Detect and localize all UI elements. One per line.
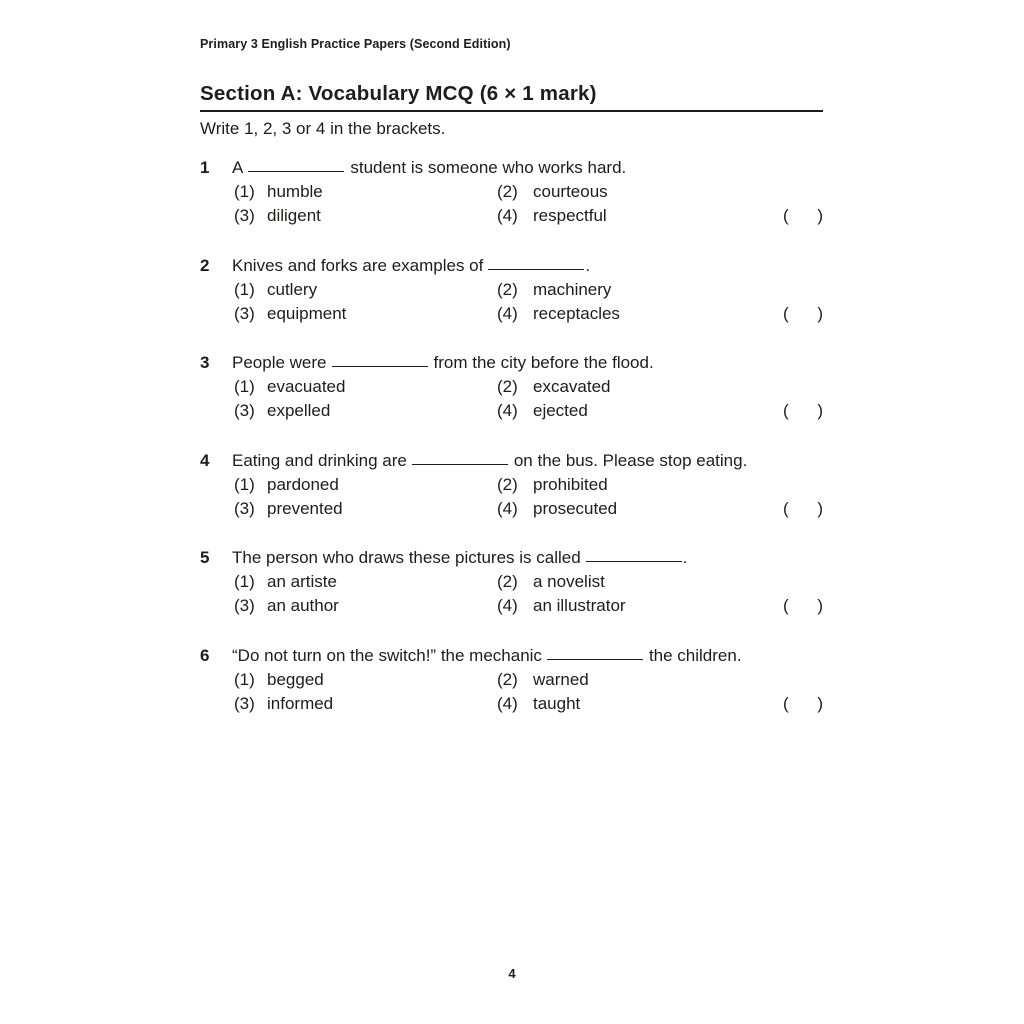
question-text — [232, 351, 823, 375]
option-number: (2) — [497, 572, 518, 591]
question-text — [232, 156, 823, 180]
bracket-open: ( — [783, 596, 789, 615]
question-text-after-blank: from the city before the flood. — [433, 353, 654, 372]
page-number: 4 — [508, 966, 516, 981]
answer-bracket[interactable] — [783, 594, 823, 618]
option-label: an illustrator — [533, 596, 626, 615]
answer-bracket[interactable] — [783, 302, 823, 326]
answer-blank[interactable] — [412, 463, 508, 465]
option-number: (4) — [497, 303, 518, 323]
question-text-after-blank: . — [682, 548, 688, 567]
option-label: expelled — [267, 401, 331, 420]
question-text-after-blank: . — [585, 255, 591, 275]
option-label: machinery — [533, 279, 612, 299]
option-label: excavated — [533, 377, 611, 396]
option-label: taught — [533, 693, 581, 713]
answer-blank[interactable] — [586, 560, 682, 562]
option-number: (3) — [234, 596, 255, 615]
answer-bracket[interactable] — [783, 497, 823, 521]
option-label: an author — [267, 596, 339, 615]
option-number: (2) — [497, 182, 518, 201]
question-body — [232, 644, 823, 716]
question-text-after-blank: on the bus. Please stop eating. — [513, 450, 748, 470]
answer-blank[interactable] — [332, 365, 428, 367]
bracket-close: ) — [817, 401, 823, 420]
bracket-close: ) — [817, 498, 823, 518]
option-label: prosecuted — [533, 498, 618, 518]
option-number: (4) — [497, 693, 518, 713]
question-number: 4 — [200, 450, 210, 470]
option-number: (2) — [497, 377, 518, 396]
option-label: courteous — [533, 182, 608, 201]
option-row — [232, 375, 823, 399]
option-number: (1) — [234, 572, 255, 591]
question-body — [232, 254, 823, 326]
answer-blank[interactable] — [248, 170, 344, 172]
bracket-close: ) — [817, 596, 823, 615]
question-text-before-blank: People were — [232, 353, 327, 372]
bracket-close: ) — [817, 693, 823, 713]
question — [200, 546, 823, 618]
question — [200, 644, 823, 716]
option-number: (2) — [497, 474, 518, 494]
option-row — [232, 302, 823, 326]
bracket-open: ( — [783, 206, 789, 225]
bracket-open: ( — [783, 303, 789, 323]
question — [200, 449, 823, 521]
option-row — [232, 594, 823, 618]
option-label: evacuated — [267, 377, 346, 396]
question-text — [232, 449, 823, 473]
question-text-after-blank: the children. — [648, 645, 742, 665]
option-number: (2) — [497, 669, 518, 689]
option-label: warned — [533, 669, 589, 689]
question-list — [200, 156, 823, 741]
question-number: 2 — [200, 255, 210, 275]
option-label: an artiste — [267, 572, 337, 591]
question-number: 3 — [200, 353, 210, 372]
option-number: (4) — [497, 596, 518, 615]
option-label: informed — [267, 693, 334, 713]
bracket-open: ( — [783, 498, 789, 518]
answer-blank[interactable] — [547, 658, 643, 660]
question-text-before-blank: A — [232, 158, 244, 177]
option-label: begged — [267, 669, 324, 689]
option-row — [232, 399, 823, 423]
option-row — [232, 278, 823, 302]
question-text-before-blank: Eating and drinking are — [232, 450, 407, 470]
answer-bracket[interactable] — [783, 692, 823, 716]
question-text — [232, 644, 823, 668]
option-label: prevented — [267, 498, 343, 518]
question — [200, 351, 823, 423]
option-row — [232, 497, 823, 521]
option-number: (1) — [234, 182, 255, 201]
question-body — [232, 351, 823, 423]
question-text-before-blank: “Do not turn on the switch!” the mechanic — [232, 645, 542, 665]
answer-bracket[interactable] — [783, 399, 823, 423]
option-number: (2) — [497, 279, 518, 299]
option-number: (1) — [234, 279, 255, 299]
option-label: cutlery — [267, 279, 318, 299]
option-row — [232, 180, 823, 204]
question-number: 6 — [200, 645, 210, 665]
option-label: receptacles — [533, 303, 620, 323]
question — [200, 254, 823, 326]
bracket-open: ( — [783, 693, 789, 713]
question — [200, 156, 823, 228]
book-title-header: Primary 3 English Practice Papers (Second Edition) — [200, 37, 511, 51]
question-text — [232, 254, 823, 278]
option-row — [232, 668, 823, 692]
option-number: (3) — [234, 303, 255, 323]
option-number: (4) — [497, 401, 518, 420]
option-label: diligent — [267, 206, 321, 225]
option-label: ejected — [533, 401, 588, 420]
option-label: prohibited — [533, 474, 608, 494]
option-number: (3) — [234, 693, 255, 713]
option-number: (1) — [234, 377, 255, 396]
option-label: humble — [267, 182, 323, 201]
section-title: Section A: Vocabulary MCQ (6 × 1 mark) — [200, 82, 823, 112]
option-label: a novelist — [533, 572, 605, 591]
bracket-close: ) — [817, 206, 823, 225]
option-number: (3) — [234, 498, 255, 518]
option-number: (4) — [497, 498, 518, 518]
option-number: (1) — [234, 669, 255, 689]
bracket-open: ( — [783, 401, 789, 420]
option-row — [232, 204, 823, 228]
bracket-close: ) — [817, 303, 823, 323]
option-label: respectful — [533, 206, 607, 225]
instruction-text: Write 1, 2, 3 or 4 in the brackets. — [200, 119, 446, 138]
option-number: (4) — [497, 206, 518, 225]
option-label: equipment — [267, 303, 347, 323]
option-number: (3) — [234, 401, 255, 420]
question-body — [232, 449, 823, 521]
option-label: pardoned — [267, 474, 339, 494]
question-text-after-blank: student is someone who works hard. — [350, 158, 627, 177]
question-body — [232, 546, 823, 618]
option-row — [232, 473, 823, 497]
question-number: 5 — [200, 548, 210, 567]
option-number: (3) — [234, 206, 255, 225]
option-row — [232, 692, 823, 716]
answer-bracket[interactable] — [783, 204, 823, 228]
option-row — [232, 570, 823, 594]
question-body — [232, 156, 823, 228]
question-text-before-blank: The person who draws these pictures is called — [232, 548, 581, 567]
question-number: 1 — [200, 158, 210, 177]
question-text-before-blank: Knives and forks are examples of — [232, 255, 484, 275]
question-text — [232, 546, 823, 570]
answer-blank[interactable] — [488, 268, 584, 270]
option-number: (1) — [234, 474, 255, 494]
